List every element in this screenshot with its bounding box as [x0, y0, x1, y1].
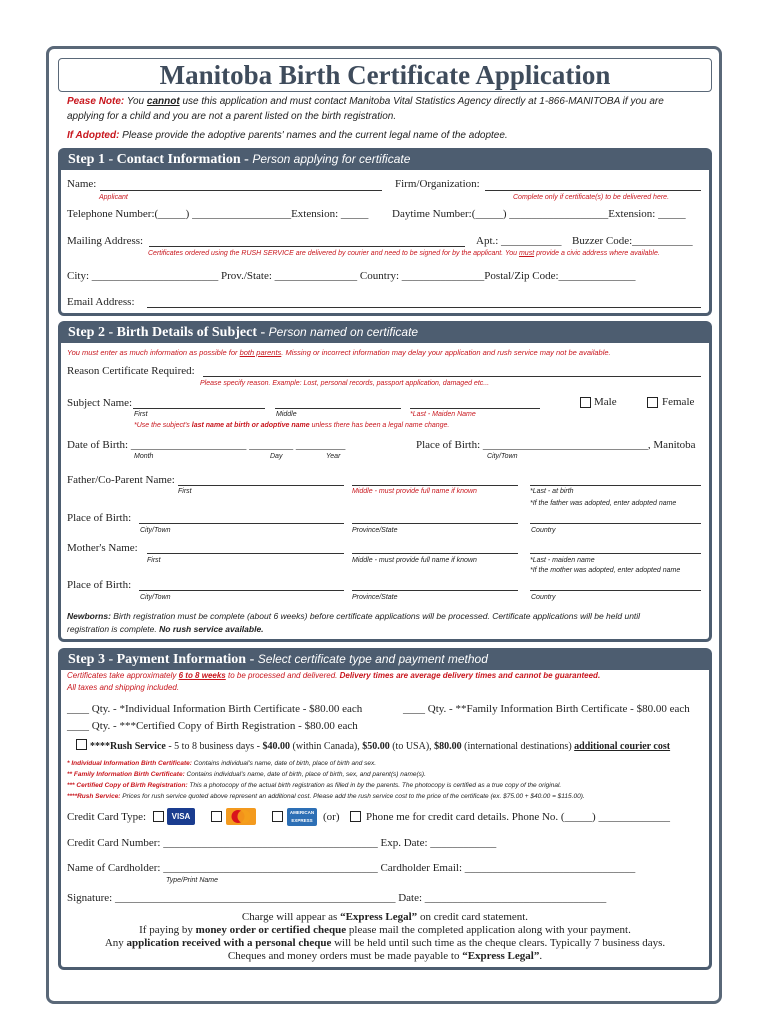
subject-middle-field[interactable] — [275, 408, 401, 409]
father-place-label: Place of Birth: — [67, 512, 132, 524]
father-city-field[interactable] — [139, 523, 344, 524]
mother-province-caption: Province/State — [352, 594, 398, 601]
qty-certified-field[interactable]: ____ Qty. - ***Certified Copy of Birth Registration - $80.00 each — [67, 720, 358, 732]
email-field[interactable] — [147, 307, 701, 308]
reason-caption: Please specify reason. Example: Lost, personal records, passport application, damaged etc... — [200, 380, 490, 387]
use-caption: *Use the subject's last name at birth or adoptive name unless there has been a legal name change. — [134, 422, 450, 429]
footnote-certified: *** Certified Copy of Birth Registration: This a photocopy of the actual birth registration as filled in by the parents. The photocopy is certified as a true copy of the original. — [67, 782, 562, 789]
mother-country-field[interactable] — [530, 590, 701, 591]
dob-field[interactable]: Date of Birth: _____________________ ________ _________ — [67, 439, 346, 451]
mother-city-caption: City/Town — [140, 594, 171, 601]
first-caption: First — [134, 411, 148, 418]
month-caption: Month — [134, 453, 154, 460]
middle-caption: Middle — [276, 411, 297, 418]
reason-label: Reason Certificate Required: — [67, 365, 195, 377]
rush-caption: Certificates ordered using the RUSH SERVICE are delivered by courier and need to be signed for by the applicant. You must provide a civic address where available. — [148, 250, 660, 257]
mother-province-field[interactable] — [352, 590, 518, 591]
mailing-label: Mailing Address: — [67, 235, 144, 247]
footnote-family: ** Family Information Birth Certificate: Contains individual's name, date of birth, place of birth, sex, and parent(s) name(s). — [67, 771, 426, 778]
mother-label: Mother's Name: — [67, 542, 138, 554]
email-label: Email Address: — [67, 296, 135, 308]
processing-time-note: Certificates take approximately 6 to 8 weeks to be processed and delivered. Delivery times are average delivery times and cannot be guaranteed. — [67, 671, 601, 680]
day-caption: Day — [270, 453, 283, 460]
mother-middle-caption: Middle - must provide full name if known — [352, 557, 477, 564]
reason-field[interactable] — [203, 376, 701, 377]
qty-individual-field[interactable]: ____ Qty. - *Individual Information Birth Certificate - $80.00 each — [67, 703, 363, 715]
father-label: Father/Co-Parent Name: — [67, 474, 175, 486]
rush-service-checkbox[interactable] — [76, 739, 87, 750]
father-country-field[interactable] — [530, 523, 701, 524]
mother-first-caption: First — [147, 557, 161, 564]
money-order-note: If paying by money order or certified cheque please mail the completed application along with your payment. — [139, 924, 631, 936]
last-caption: *Last - Maiden Name — [410, 411, 476, 418]
subject-last-field[interactable] — [410, 408, 540, 409]
amex-icon: AMERICAN EXPRESS — [287, 808, 317, 826]
step3-header: Step 3 - Payment Information - Select certificate type and payment method — [58, 648, 712, 670]
phone-me-checkbox[interactable] — [350, 811, 361, 822]
father-country-caption: Country — [531, 527, 556, 534]
intro-note: Pease Note: You cannot use this application and must contact Manitoba Vital Statistics Agency directly at 1-866-MANITOBA if you are applying for a child and you are not a parent listed on the birth registration. — [67, 96, 664, 122]
mastercard-checkbox[interactable] — [211, 811, 222, 822]
mother-last-caption: *Last - maiden name — [530, 557, 595, 564]
city-row[interactable]: City: _______________________ Prov./State: _______________ Country: _______________Postal/Zip Code:______________ — [67, 270, 636, 282]
page-title: Manitoba Birth Certificate Application — [159, 60, 611, 90]
mother-first-field[interactable] — [147, 553, 344, 554]
signature-field[interactable]: Signature: ___________________________________________________ Date: _________________________________ — [67, 892, 607, 904]
buzzer-field[interactable]: Buzzer Code:___________ — [572, 235, 693, 247]
visa-checkbox[interactable] — [153, 811, 164, 822]
mastercard-logo — [226, 808, 256, 825]
father-first-caption: First — [178, 488, 192, 495]
apt-field[interactable]: Apt.: ___________ — [476, 235, 562, 247]
footnote-rush: ****Rush Service: Prices for rush service quoted above represent an additional cost. Please add the rush service cost to the price of the certificate (ex. $75.00 + $40.00 = $115.00). — [67, 793, 585, 800]
firm-caption: Complete only if certificate(s) to be delivered here. — [513, 194, 670, 201]
firm-label: Firm/Organization: — [395, 178, 480, 190]
taxes-note: All taxes and shipping included. — [67, 683, 180, 692]
charge-note: Charge will appear as “Express Legal” on credit card statement. — [241, 911, 529, 923]
type-print-caption: Type/Print Name — [166, 877, 218, 884]
name-field[interactable] — [100, 190, 382, 191]
mother-middle-field[interactable] — [352, 553, 518, 554]
telephone-field[interactable]: Telephone Number:(_____) __________________Extension: _____ — [67, 208, 369, 220]
mother-place-label: Place of Birth: — [67, 579, 132, 591]
male-label: Male — [594, 396, 617, 408]
adopted-note: If Adopted: Please provide the adoptive parents' names and the current legal name of the adoptee. — [67, 130, 508, 141]
female-label: Female — [662, 396, 695, 408]
step1-header: Step 1 - Contact Information - Person applying for certificate — [58, 148, 712, 170]
mother-last-field[interactable] — [530, 553, 701, 554]
amex-checkbox[interactable] — [272, 811, 283, 822]
father-middle-field[interactable] — [352, 485, 518, 486]
step2-header: Step 2 - Birth Details of Subject - Person named on certificate — [58, 321, 712, 343]
firm-field[interactable] — [485, 190, 701, 191]
footnote-individual: * Individual Information Birth Certificate: Contains individual's name, date of birth, place of birth and sex. — [67, 760, 377, 767]
visa-icon: VISA — [167, 808, 195, 825]
phone-me-field[interactable]: Phone me for credit card details. Phone No. (_____) _____________ — [366, 811, 670, 823]
father-first-field[interactable] — [178, 485, 344, 486]
cardholder-field[interactable]: Name of Cardholder: _______________________________________ Cardholder Email: _______________________________ — [67, 862, 636, 874]
qty-family-field[interactable]: ____ Qty. - **Family Information Birth Certificate - $80.00 each — [403, 703, 690, 715]
father-last-caption: *Last - at birth — [530, 488, 574, 495]
pob-field[interactable]: Place of Birth: ______________________________, Manitoba — [416, 439, 696, 451]
year-caption: Year — [326, 453, 341, 460]
cc-number-field[interactable]: Credit Card Number: _______________________________________ Exp. Date: ____________ — [67, 837, 497, 849]
female-checkbox[interactable] — [647, 397, 658, 408]
newborns-note: Newborns: Birth registration must be complete (about 6 weeks) before certificate applications will be processed. Certificate applications will be held until registration is complete. No rush service available. — [67, 611, 641, 634]
male-checkbox[interactable] — [580, 397, 591, 408]
step2-warning: You must enter as much information as possible for both parents. Missing or incorrect information may delay your application and rush service may not be available. — [67, 348, 611, 357]
personal-cheque-note: Any application received with a personal cheque will be held until such time as the cheque clears. Typically 7 business days. — [104, 937, 666, 949]
father-province-caption: Province/State — [352, 527, 398, 534]
daytime-field[interactable]: Daytime Number:(_____) __________________Extension: _____ — [392, 208, 686, 220]
rush-service-label: ****Rush Service - 5 to 8 business days - $40.00 (within Canada), $50.00 (to USA), $80.00 (international destinations) additional courier cost — [90, 741, 671, 752]
father-province-field[interactable] — [352, 523, 518, 524]
name-label: Name: — [67, 178, 97, 190]
mother-country-caption: Country — [531, 594, 556, 601]
cc-type-label: Credit Card Type: — [67, 811, 147, 823]
mailing-field[interactable] — [149, 246, 465, 247]
applicant-caption: Applicant — [99, 194, 128, 201]
payable-note: Cheques and money orders must be made payable to “Express Legal”. — [227, 950, 543, 962]
subject-first-field[interactable] — [133, 408, 265, 409]
city-town-caption: City/Town — [487, 453, 518, 460]
mother-adopted-caption: *If the mother was adopted, enter adopted name — [530, 567, 681, 574]
subject-label: Subject Name: — [67, 397, 133, 409]
mother-city-field[interactable] — [139, 590, 344, 591]
father-middle-caption: Middle - must provide full name if known — [352, 488, 477, 495]
father-city-caption: City/Town — [140, 527, 171, 534]
father-adopted-caption: *If the father was adopted, enter adopted name — [530, 500, 677, 507]
father-last-field[interactable] — [530, 485, 701, 486]
or-label: (or) — [323, 811, 340, 823]
mastercard-icon — [226, 808, 256, 825]
